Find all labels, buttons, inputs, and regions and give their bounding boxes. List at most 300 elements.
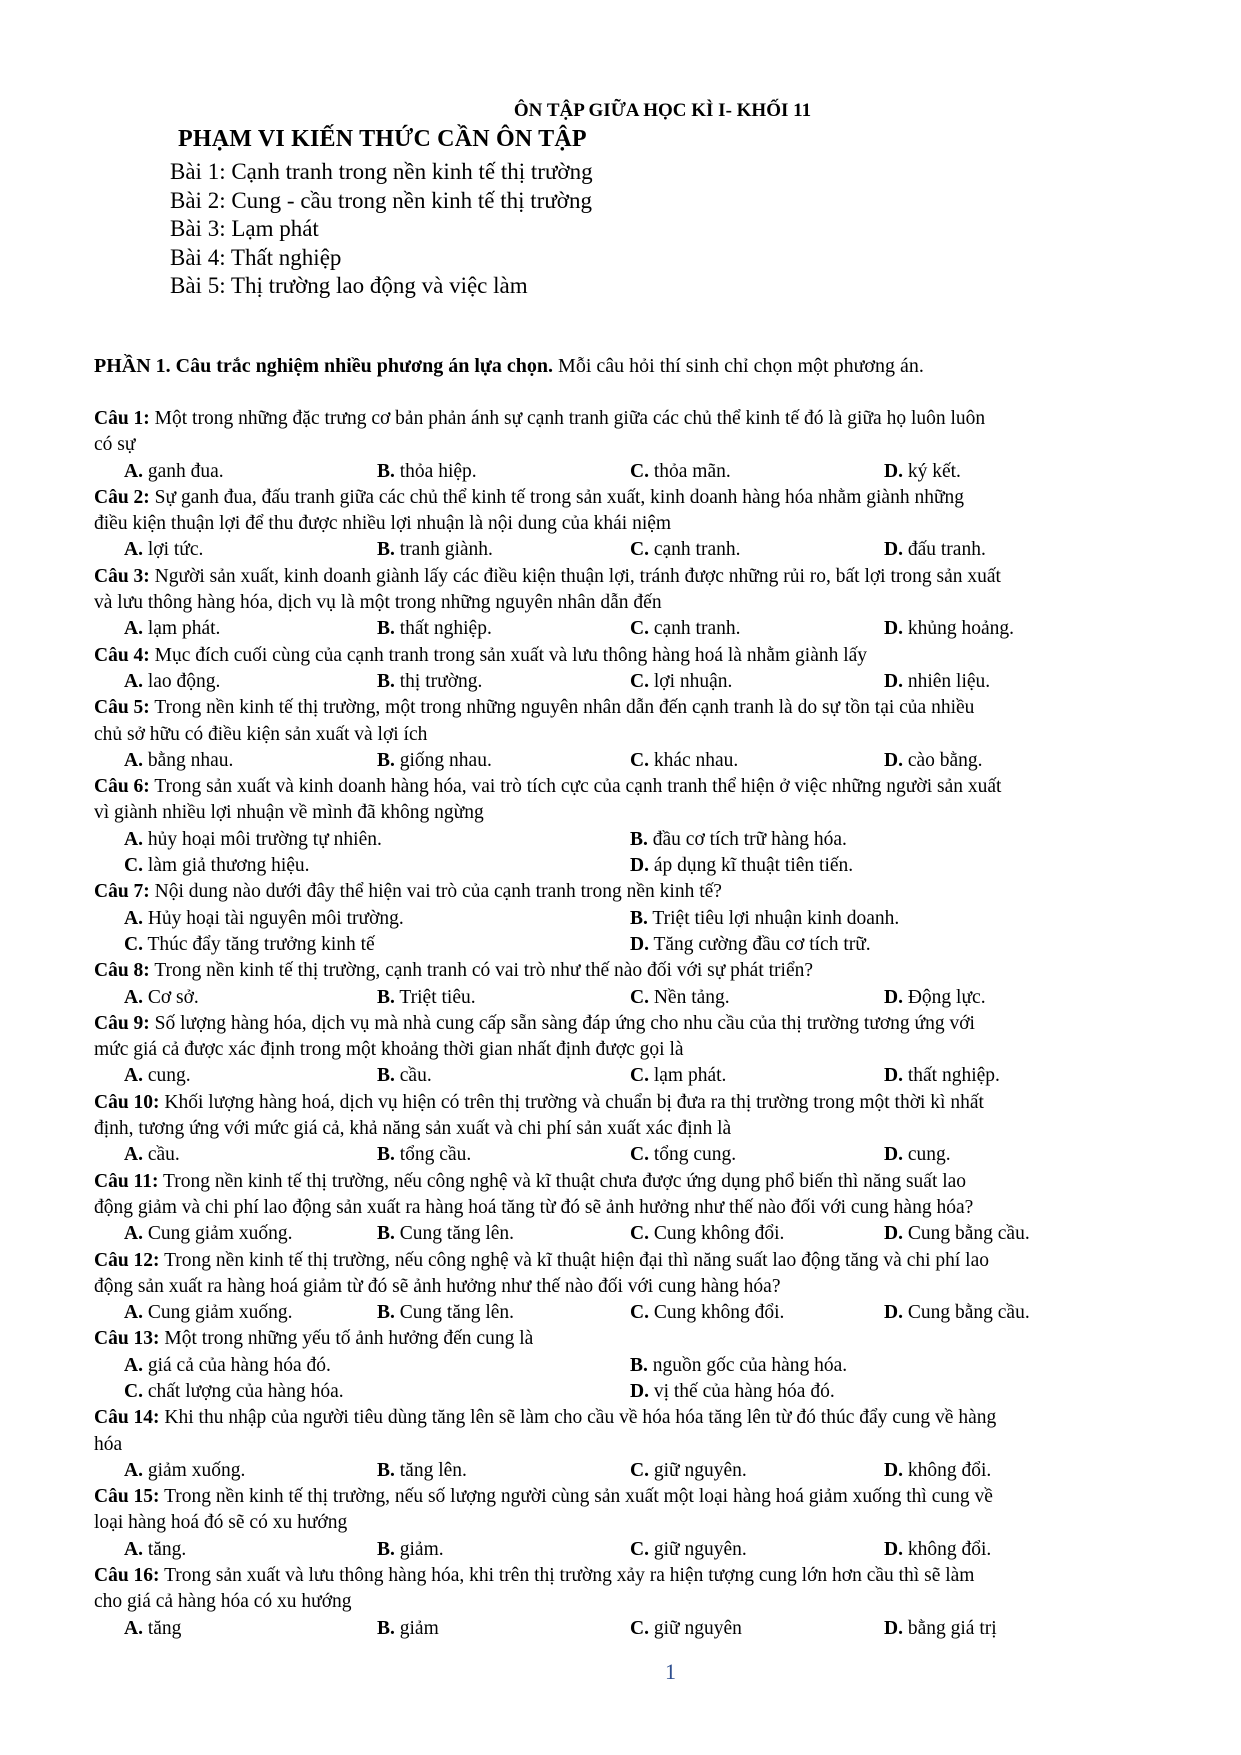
- answer-options-row: [94, 1353, 1152, 1379]
- question-item: [94, 1563, 1152, 1642]
- option-letter: A.: [124, 1302, 143, 1324]
- question-text-line: [94, 800, 1152, 826]
- answer-option: [124, 853, 310, 879]
- answer-option: [630, 1353, 847, 1379]
- option-letter: D.: [884, 749, 903, 771]
- option-letter: D.: [884, 670, 903, 692]
- option-letter: C.: [124, 933, 143, 955]
- question-text: vì giành nhiều lợi nhuận về mình đã không ngừng: [94, 802, 484, 824]
- option-text: cung.: [142, 1065, 191, 1087]
- question-text-line: [94, 1090, 1152, 1116]
- question-text: động giảm và chi phí lao động sản xuất ra hàng hoá tăng từ đó sẽ ảnh hưởng như thế nào đối với cung hàng hóa?: [94, 1196, 974, 1218]
- option-letter: C.: [124, 1380, 143, 1402]
- question-text-line: [94, 879, 1152, 905]
- question-number: Câu 11:: [94, 1170, 159, 1192]
- option-letter: A.: [124, 1354, 143, 1376]
- option-letter: B.: [377, 1617, 395, 1639]
- question-text-line: [94, 1116, 1152, 1142]
- question-text-line: [94, 1248, 1152, 1274]
- option-text: lạm phát.: [648, 1065, 727, 1087]
- question-text: Một trong những đặc trưng cơ bản phản ánh sự cạnh tranh giữa các chủ thể kinh tế đó là giữa họ luôn luôn: [149, 408, 986, 429]
- answer-options-row: [94, 1537, 1152, 1563]
- question-text: Khi thu nhập của người tiêu dùng tăng lên sẽ làm cho cầu về hóa hóa tăng lên từ đó thúc đẩy cung về hàng: [159, 1407, 997, 1429]
- answer-options-row: [94, 1142, 1152, 1168]
- option-text: tăng: [142, 1617, 182, 1639]
- option-letter: A.: [124, 749, 143, 771]
- answer-option: [630, 748, 738, 774]
- question-number: Câu 5:: [94, 697, 150, 719]
- question-text: Trong sản xuất và lưu thông hàng hóa, khi trên thị trường xảy ra hiện tượng cung lớn hơn cầu thì sẽ làm: [159, 1565, 975, 1587]
- question-text: Số lượng hàng hóa, dịch vụ mà nhà cung cấp sẵn sàng đáp ứng cho nhu cầu của thị trường tương ứng với: [149, 1012, 975, 1034]
- question-item: [94, 1248, 1152, 1327]
- answer-option: [124, 985, 199, 1011]
- answer-option: [884, 1063, 1000, 1089]
- question-text-line: [94, 643, 1152, 669]
- option-text: giảm: [394, 1617, 439, 1639]
- option-text: Thúc đẩy tăng trưởng kinh tế: [142, 933, 375, 955]
- question-item: [94, 564, 1152, 643]
- question-text: Trong nền kinh tế thị trường, nếu số lượng người cùng sản xuất một loại hàng hoá giảm xuống thì cung về: [159, 1486, 993, 1508]
- question-text: chủ sở hữu có điều kiện sản xuất và lợi ích: [94, 723, 428, 745]
- answer-option: [630, 616, 740, 642]
- answer-option: [630, 853, 853, 879]
- answer-option: [884, 1458, 991, 1484]
- question-text: Trong nền kinh tế thị trường, một trong những nguyên nhân dẫn đến cạnh tranh là do sự tồn tại của nhiều: [149, 697, 975, 719]
- option-letter: A.: [124, 670, 143, 692]
- answer-options-row: [94, 669, 1152, 695]
- part-title: PHẦN 1. Câu trắc nghiệm nhiều phương án lựa chọn.: [94, 355, 554, 377]
- option-letter: D.: [630, 933, 649, 955]
- answer-option: [884, 459, 961, 485]
- answer-option: [884, 537, 986, 563]
- answer-option: [124, 537, 203, 563]
- lesson-item: Bài 2: Cung - cầu trong nền kinh tế thị trường: [170, 187, 592, 213]
- answer-option: [124, 616, 220, 642]
- option-text: tranh giành.: [394, 539, 493, 561]
- question-text-line: [94, 1563, 1152, 1589]
- question-text: Một trong những yếu tố ảnh hưởng đến cung là: [159, 1328, 534, 1350]
- question-number: Câu 4:: [94, 644, 150, 666]
- answer-option: [377, 669, 482, 695]
- option-letter: B.: [377, 1459, 395, 1481]
- question-text: động sản xuất ra hàng hoá giảm từ đó sẽ ảnh hưởng như thế nào đối với cung hàng hóa?: [94, 1275, 781, 1297]
- option-text: thỏa hiệp.: [394, 460, 477, 482]
- option-letter: B.: [377, 749, 395, 771]
- option-text: tổng cầu.: [394, 1144, 472, 1166]
- option-letter: C.: [630, 1538, 649, 1560]
- option-text: lạm phát.: [142, 618, 221, 640]
- option-letter: B.: [377, 539, 395, 561]
- question-text: Trong nền kinh tế thị trường, cạnh tranh có vai trò như thế nào đối với sự phát triển?: [149, 960, 814, 982]
- question-item: [94, 1169, 1152, 1248]
- question-item: [94, 406, 1152, 485]
- answer-option: [124, 1379, 344, 1405]
- answer-options-row: [94, 537, 1152, 563]
- option-text: lợi tức.: [142, 539, 204, 561]
- option-letter: C.: [630, 460, 649, 482]
- option-letter: C.: [630, 1459, 649, 1481]
- answer-options-row: [94, 1221, 1152, 1247]
- option-text: Tăng cường đầu cơ tích trữ.: [648, 933, 871, 955]
- answer-option: [377, 459, 477, 485]
- answer-option: [124, 1063, 191, 1089]
- answer-option: [124, 1537, 186, 1563]
- option-letter: D.: [630, 1380, 649, 1402]
- option-letter: A.: [124, 1617, 143, 1639]
- question-number: Câu 16:: [94, 1565, 160, 1587]
- question-text-line: [94, 1011, 1152, 1037]
- option-text: Động lực.: [902, 986, 986, 1008]
- question-text: Trong nền kinh tế thị trường, nếu công nghệ và kĩ thuật hiện đại thì năng suất lao động tăng và chi phí lao: [159, 1249, 990, 1271]
- question-item: [94, 958, 1152, 1011]
- option-text: Cơ sở.: [142, 986, 199, 1008]
- question-text-line: [94, 432, 1152, 458]
- answer-options-row: [94, 1063, 1152, 1089]
- answer-option: [124, 827, 382, 853]
- question-text: Sự ganh đua, đấu tranh giữa các chủ thể kinh tế trong sản xuất, kinh doanh hàng hóa nhằm giành những: [149, 486, 965, 508]
- question-item: [94, 1090, 1152, 1169]
- answer-option: [630, 827, 847, 853]
- option-letter: B.: [377, 1065, 395, 1087]
- answer-option: [884, 616, 1014, 642]
- option-letter: C.: [124, 855, 143, 877]
- question-number: Câu 3:: [94, 565, 150, 587]
- answer-option: [630, 1063, 726, 1089]
- answer-option: [884, 669, 990, 695]
- option-letter: B.: [377, 1538, 395, 1560]
- answer-option: [377, 537, 493, 563]
- answer-option: [124, 1353, 331, 1379]
- answer-option: [884, 1221, 1030, 1247]
- option-letter: A.: [124, 986, 143, 1008]
- answer-option: [377, 616, 492, 642]
- question-item: [94, 1484, 1152, 1563]
- question-text-line: [94, 1589, 1152, 1615]
- question-text: có sự: [94, 434, 136, 456]
- question-text-line: [94, 1195, 1152, 1221]
- question-text: điều kiện thuận lợi để thu được nhiều lợi nhuận là nội dung của khái niệm: [94, 513, 672, 535]
- question-item: [94, 1326, 1152, 1405]
- option-letter: B.: [377, 1144, 395, 1166]
- answer-option: [630, 1300, 784, 1326]
- question-text-line: [94, 406, 1152, 432]
- option-text: lợi nhuận.: [648, 670, 733, 692]
- option-text: lao động.: [142, 670, 221, 692]
- option-text: ký kết.: [902, 460, 961, 482]
- option-text: ganh đua.: [142, 460, 224, 482]
- option-letter: B.: [377, 1223, 395, 1245]
- option-letter: D.: [884, 1144, 903, 1166]
- question-number: Câu 9:: [94, 1012, 150, 1034]
- option-text: Cung bằng cầu.: [902, 1302, 1030, 1324]
- question-text-line: [94, 564, 1152, 590]
- question-text-line: [94, 1405, 1152, 1431]
- answer-option: [124, 1221, 292, 1247]
- option-letter: D.: [884, 986, 903, 1008]
- answer-option: [377, 1142, 471, 1168]
- option-letter: C.: [630, 986, 649, 1008]
- answer-option: [124, 1142, 180, 1168]
- question-item: [94, 1405, 1152, 1484]
- option-letter: D.: [884, 1538, 903, 1560]
- answer-option: [124, 1300, 292, 1326]
- answer-options-row: [94, 827, 1152, 853]
- option-text: giữ nguyên.: [648, 1538, 747, 1560]
- question-number: Câu 10:: [94, 1091, 160, 1113]
- lesson-list: [170, 158, 593, 301]
- answer-options-row: [94, 748, 1152, 774]
- answer-option: [630, 1616, 742, 1642]
- option-letter: C.: [630, 618, 649, 640]
- question-item: [94, 643, 1152, 696]
- question-number: Câu 15:: [94, 1486, 160, 1508]
- option-letter: A.: [124, 539, 143, 561]
- question-text-line: [94, 511, 1152, 537]
- option-text: hủy hoại môi trường tự nhiên.: [142, 828, 382, 850]
- question-number: Câu 6:: [94, 776, 150, 798]
- option-letter: D.: [630, 855, 649, 877]
- answer-option: [377, 1537, 444, 1563]
- option-letter: B.: [630, 907, 648, 929]
- answer-option: [630, 537, 740, 563]
- option-text: cầu.: [394, 1065, 432, 1087]
- option-letter: B.: [377, 460, 395, 482]
- option-letter: D.: [884, 460, 903, 482]
- question-text: Trong sản xuất và kinh doanh hàng hóa, vai trò tích cực của cạnh tranh thể hiện ở việc những người sản xuất: [149, 776, 1002, 798]
- question-text-line: [94, 695, 1152, 721]
- option-text: giữ nguyên.: [648, 1459, 747, 1481]
- option-letter: D.: [884, 1459, 903, 1481]
- question-number: Câu 1:: [94, 408, 150, 429]
- answer-options-row: [94, 1458, 1152, 1484]
- answer-options-row: [94, 1300, 1152, 1326]
- question-text-line: [94, 1484, 1152, 1510]
- scope-heading: PHẠM VI KIẾN THỨC CẦN ÔN TẬP: [178, 126, 587, 152]
- question-text: cho giá cả hàng hóa có xu hướng: [94, 1591, 352, 1613]
- option-letter: A.: [124, 1144, 143, 1166]
- answer-option: [630, 1142, 736, 1168]
- answer-option: [630, 1537, 747, 1563]
- answer-option: [630, 985, 730, 1011]
- question-text: Người sản xuất, kinh doanh giành lấy các điều kiện thuận lợi, tránh được những rủi ro, bất lợi trong sản xuất: [149, 565, 1001, 587]
- option-text: thị trường.: [394, 670, 483, 692]
- answer-option: [884, 1616, 997, 1642]
- question-text-line: [94, 774, 1152, 800]
- option-letter: C.: [630, 1065, 649, 1087]
- question-number: Câu 12:: [94, 1249, 160, 1271]
- question-text-line: [94, 1326, 1152, 1352]
- answer-option: [124, 748, 233, 774]
- answer-option: [377, 1063, 432, 1089]
- option-text: bằng giá trị: [902, 1617, 997, 1639]
- question-text: Mục đích cuối cùng của cạnh tranh trong sản xuất và lưu thông hàng hoá là nhằm giành lấy: [149, 644, 868, 666]
- option-text: tăng.: [142, 1538, 187, 1560]
- answer-options-row: [94, 853, 1152, 879]
- option-letter: A.: [124, 618, 143, 640]
- answer-option: [884, 1142, 951, 1168]
- answer-options-row: [94, 985, 1152, 1011]
- option-text: nguồn gốc của hàng hóa.: [647, 1354, 848, 1376]
- option-letter: C.: [630, 670, 649, 692]
- option-text: cầu.: [142, 1144, 180, 1166]
- option-letter: A.: [124, 460, 143, 482]
- answer-option: [884, 748, 983, 774]
- question-number: Câu 14:: [94, 1407, 160, 1429]
- option-text: đầu cơ tích trữ hàng hóa.: [647, 828, 847, 850]
- option-letter: B.: [377, 986, 395, 1008]
- answer-option: [124, 1616, 181, 1642]
- option-text: chất lượng của hàng hóa.: [142, 1380, 344, 1402]
- option-text: bằng nhau.: [142, 749, 234, 771]
- option-text: cạnh tranh.: [648, 618, 741, 640]
- option-letter: C.: [630, 1144, 649, 1166]
- answer-options-row: [94, 1379, 1152, 1405]
- question-text: Trong nền kinh tế thị trường, nếu công nghệ và kĩ thuật chưa được ứng dụng phổ biến thì năng suất lao: [158, 1170, 967, 1192]
- question-text-line: [94, 485, 1152, 511]
- answer-option: [377, 1221, 514, 1247]
- answer-options-row: [94, 616, 1152, 642]
- option-text: Cung giảm xuống.: [142, 1223, 293, 1245]
- option-text: giữ nguyên: [648, 1617, 742, 1639]
- option-letter: A.: [124, 828, 143, 850]
- option-letter: C.: [630, 1617, 649, 1639]
- document-title: ÔN TẬP GIỮA HỌC KÌ I- KHỐI 11: [513, 100, 812, 121]
- option-letter: D.: [884, 618, 903, 640]
- question-text: định, tương ứng với mức giá cả, khả năng sản xuất và chi phí sản xuất xác định là: [94, 1118, 732, 1140]
- answer-option: [630, 1458, 747, 1484]
- option-text: không đổi.: [902, 1459, 992, 1481]
- option-text: vị thế của hàng hóa đó.: [648, 1380, 835, 1402]
- option-text: thất nghiệp.: [902, 1065, 1000, 1087]
- answer-option: [377, 1300, 514, 1326]
- question-text-line: [94, 1169, 1152, 1195]
- option-text: áp dụng kĩ thuật tiên tiến.: [648, 855, 854, 877]
- option-letter: A.: [124, 1459, 143, 1481]
- question-list: [94, 406, 1152, 1642]
- answer-option: [124, 459, 224, 485]
- question-item: [94, 695, 1152, 774]
- option-text: tổng cung.: [648, 1144, 737, 1166]
- answer-options-row: [94, 459, 1152, 485]
- question-number: Câu 2:: [94, 486, 150, 508]
- answer-option: [884, 1537, 991, 1563]
- answer-option: [124, 1458, 245, 1484]
- option-letter: C.: [630, 539, 649, 561]
- option-letter: D.: [884, 1302, 903, 1324]
- answer-option: [630, 669, 732, 695]
- question-text: hóa: [94, 1433, 123, 1455]
- question-text: mức giá cả được xác định trong một khoảng thời gian nhất định được gọi là: [94, 1039, 684, 1061]
- option-letter: C.: [630, 1223, 649, 1245]
- option-text: cạnh tranh.: [648, 539, 741, 561]
- option-text: cào bằng.: [902, 749, 983, 771]
- answer-option: [377, 1616, 439, 1642]
- option-letter: B.: [630, 828, 648, 850]
- part-heading: [94, 355, 924, 378]
- option-text: Nền tảng.: [648, 986, 730, 1008]
- answer-option: [630, 932, 871, 958]
- answer-option: [884, 985, 986, 1011]
- option-letter: B.: [377, 1302, 395, 1324]
- question-number: Câu 7:: [94, 881, 150, 903]
- option-text: Cung bằng cầu.: [902, 1223, 1030, 1245]
- option-text: cung.: [902, 1144, 951, 1166]
- answer-option: [124, 906, 404, 932]
- question-text-line: [94, 1510, 1152, 1536]
- option-letter: D.: [884, 1223, 903, 1245]
- lesson-item: Bài 5: Thị trường lao động và việc làm: [170, 273, 528, 298]
- answer-option: [124, 669, 220, 695]
- option-text: giảm.: [394, 1538, 444, 1560]
- answer-option: [377, 748, 492, 774]
- option-text: Cung giảm xuống.: [142, 1302, 293, 1324]
- option-letter: D.: [884, 1065, 903, 1087]
- option-text: tăng lên.: [394, 1459, 467, 1481]
- option-letter: D.: [884, 539, 903, 561]
- question-item: [94, 879, 1152, 958]
- answer-option: [630, 1221, 784, 1247]
- option-text: làm giả thương hiệu.: [142, 855, 310, 877]
- question-text: Khối lượng hàng hoá, dịch vụ hiện có trên thị trường và chuẩn bị đưa ra thị trường trong một thời kì nhất: [159, 1091, 984, 1113]
- question-number: Câu 13:: [94, 1328, 160, 1350]
- option-text: giá cả của hàng hóa đó.: [142, 1354, 331, 1376]
- lesson-item: Bài 3: Lạm phát: [170, 216, 319, 241]
- question-item: [94, 774, 1152, 879]
- answer-option: [124, 932, 375, 958]
- option-text: Triệt tiêu.: [394, 986, 476, 1008]
- answer-option: [377, 985, 476, 1011]
- question-text: và lưu thông hàng hóa, dịch vụ là một trong những nguyên nhân dẫn đến: [94, 592, 662, 614]
- option-text: Cung không đổi.: [648, 1302, 785, 1324]
- answer-options-row: [94, 906, 1152, 932]
- option-letter: D.: [884, 1617, 903, 1639]
- option-text: Cung tăng lên.: [394, 1223, 515, 1245]
- answer-option: [630, 459, 731, 485]
- option-letter: B.: [630, 1354, 648, 1376]
- answer-options-row: [94, 1616, 1152, 1642]
- lesson-item: Bài 4: Thất nghiệp: [170, 244, 342, 270]
- option-letter: A.: [124, 1065, 143, 1087]
- option-text: Triệt tiêu lợi nhuận kinh doanh.: [647, 907, 900, 929]
- option-text: giống nhau.: [394, 749, 492, 771]
- question-item: [94, 485, 1152, 564]
- option-letter: B.: [377, 670, 395, 692]
- option-letter: C.: [630, 749, 649, 771]
- question-text: loại hàng hoá đó sẽ có xu hướng: [94, 1512, 348, 1534]
- option-text: khác nhau.: [648, 749, 739, 771]
- option-letter: B.: [377, 618, 395, 640]
- option-letter: A.: [124, 1538, 143, 1560]
- option-text: không đổi.: [902, 1538, 992, 1560]
- answer-option: [630, 1379, 835, 1405]
- question-text-line: [94, 1274, 1152, 1300]
- part-instruction: Mỗi câu hỏi thí sinh chỉ chọn một phương án.: [553, 355, 924, 377]
- option-text: giảm xuống.: [142, 1459, 246, 1481]
- option-letter: C.: [630, 1302, 649, 1324]
- question-number: Câu 8:: [94, 960, 150, 982]
- page-number: 1: [665, 1659, 676, 1684]
- question-text-line: [94, 722, 1152, 748]
- option-letter: A.: [124, 1223, 143, 1245]
- answer-option: [630, 906, 899, 932]
- option-text: khủng hoảng.: [902, 618, 1014, 640]
- option-text: thất nghiệp.: [394, 618, 492, 640]
- option-text: Cung không đổi.: [648, 1223, 785, 1245]
- answer-options-row: [94, 932, 1152, 958]
- option-text: đấu tranh.: [902, 539, 986, 561]
- question-text-line: [94, 958, 1152, 984]
- option-text: nhiên liệu.: [902, 670, 991, 692]
